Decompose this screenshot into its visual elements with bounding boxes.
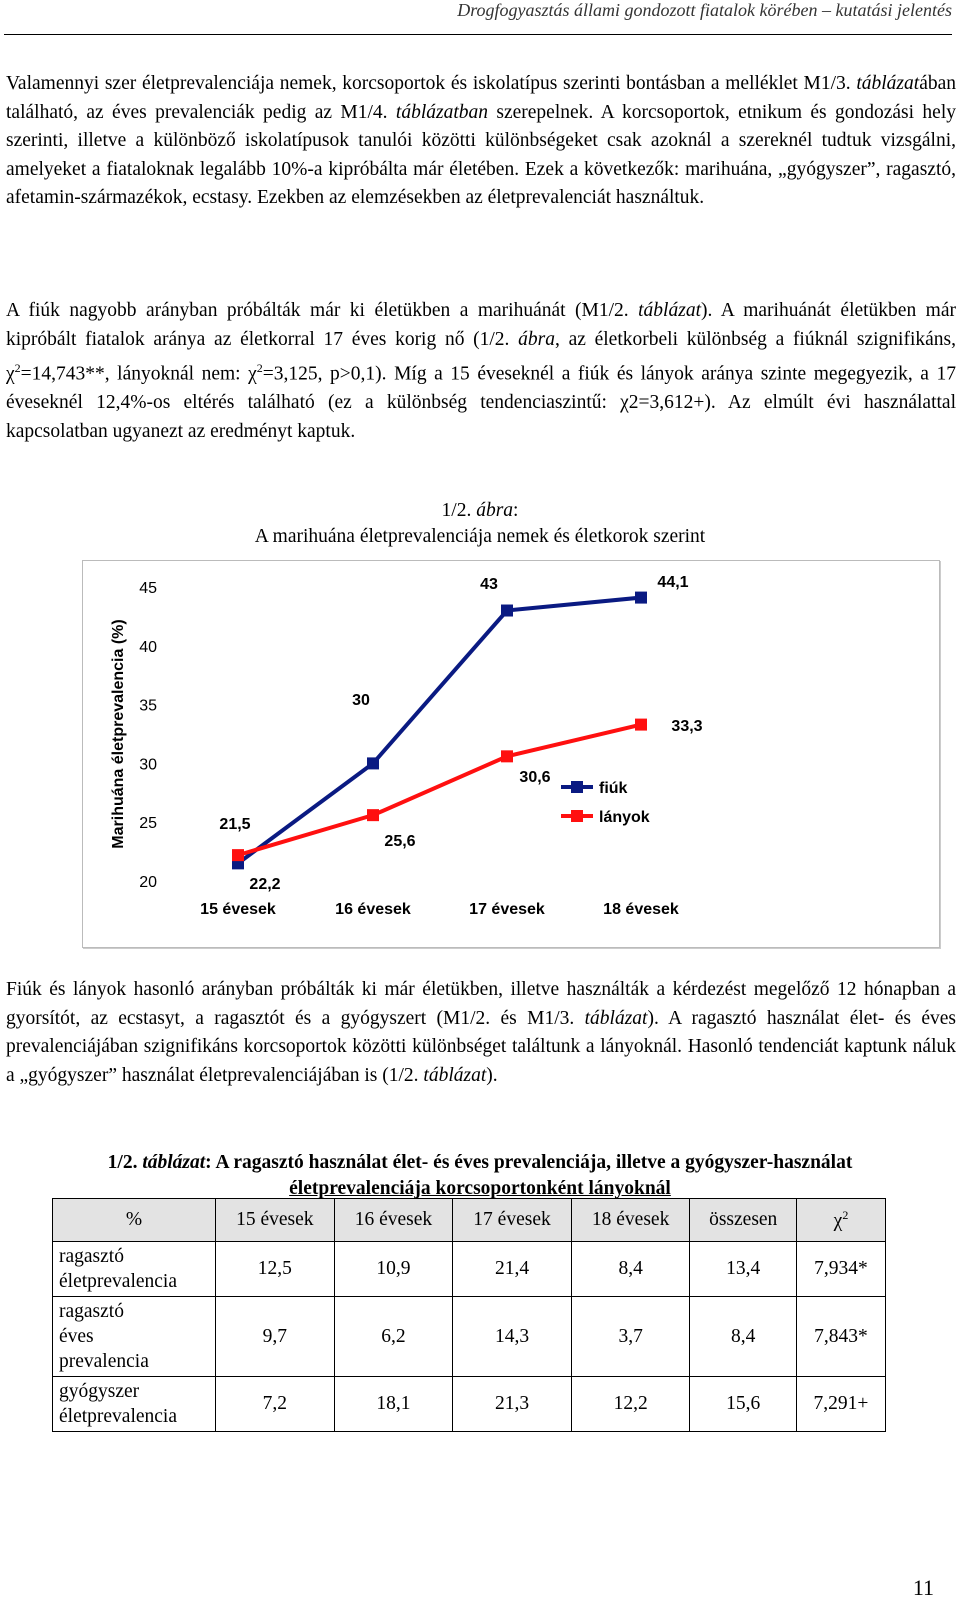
running-header bbox=[4, 0, 952, 35]
header-cell: 18 évesek bbox=[571, 1199, 690, 1242]
table-title bbox=[0, 1150, 960, 1202]
table-cell: 12,5 bbox=[216, 1242, 335, 1297]
table-cell: 13,4 bbox=[690, 1242, 797, 1297]
data-label: 21,5 bbox=[219, 816, 251, 833]
table-row bbox=[53, 1377, 886, 1432]
superscript: 2 bbox=[14, 361, 21, 375]
text-run-italic: táblázat bbox=[856, 73, 920, 94]
page-number: 11 bbox=[912, 1575, 934, 1600]
text-run: , az életkorbeli különbség a fiúknál szignifikáns, χ bbox=[6, 328, 956, 385]
legend-label: lányok bbox=[599, 809, 650, 826]
table-header-row bbox=[53, 1199, 886, 1242]
y-tick-label: 45 bbox=[139, 580, 157, 597]
data-label: 30,6 bbox=[519, 769, 551, 786]
y-tick-label: 25 bbox=[139, 815, 157, 833]
figure-number bbox=[0, 498, 960, 524]
table-cell: 6,2 bbox=[334, 1297, 453, 1377]
figure-number-prefix: 1/2. bbox=[441, 500, 477, 521]
data-point bbox=[501, 605, 513, 617]
figure-number-suffix: : bbox=[513, 500, 519, 521]
text-run-italic: táblázat bbox=[584, 1007, 648, 1029]
table-row bbox=[53, 1242, 886, 1297]
table-cell: 7,2 bbox=[216, 1377, 335, 1432]
table-cell: 3,7 bbox=[571, 1297, 690, 1377]
text-run: ). bbox=[486, 1064, 498, 1086]
data-point bbox=[635, 719, 647, 731]
paragraph-2 bbox=[6, 297, 956, 446]
table-row bbox=[53, 1297, 886, 1377]
header-cell: % bbox=[53, 1199, 216, 1242]
row-label bbox=[53, 1377, 216, 1432]
table-title-rest: : A ragasztó használat élet- és éves prevalenciája, illetve a gyógyszer-használat bbox=[205, 1152, 853, 1173]
data-label: 33,3 bbox=[671, 718, 703, 735]
data-point bbox=[367, 757, 379, 769]
row-label-line: ragasztó bbox=[59, 1246, 124, 1267]
row-label-line: prevalencia bbox=[59, 1351, 149, 1372]
text-run: Valamennyi szer életprevalenciája nemek, korcsoportok és iskolatípus szerinti bontásban a melléklet M1/3. bbox=[6, 73, 857, 94]
chart-svg bbox=[83, 561, 939, 947]
table-cell: 8,4 bbox=[690, 1297, 797, 1377]
y-axis-label: Marihuána életprevalencia (%) bbox=[110, 619, 127, 849]
text-run: ában található, az éves prevalenciák pedig az M1/4. bbox=[6, 73, 956, 123]
chi-symbol: χ bbox=[833, 1210, 843, 1232]
table-cell: 21,4 bbox=[453, 1242, 572, 1297]
data-label: 25,6 bbox=[384, 833, 416, 850]
row-label-line: éves bbox=[59, 1326, 94, 1347]
table-cell: 7,843* bbox=[796, 1297, 885, 1377]
data-table bbox=[52, 1198, 886, 1432]
data-point bbox=[232, 849, 244, 861]
text-run-italic: táblázat bbox=[423, 1064, 487, 1086]
header-cell: összesen bbox=[690, 1199, 797, 1242]
x-tick-label: 17 évesek bbox=[469, 901, 545, 918]
row-label bbox=[53, 1297, 216, 1377]
superscript: 2 bbox=[256, 361, 263, 375]
table-cell: 18,1 bbox=[334, 1377, 453, 1432]
legend-label: fiúk bbox=[599, 780, 628, 797]
table-cell: 15,6 bbox=[690, 1377, 797, 1432]
table-title-prefix: 1/2. bbox=[107, 1152, 143, 1173]
text-run: ). A marihuánát életükben már kipróbált fiatalok aránya az életkorral 17 éves korig nő (1/2. bbox=[6, 300, 956, 350]
row-label-line: életprevalencia bbox=[59, 1406, 177, 1427]
line-chart bbox=[82, 560, 940, 948]
table-cell: 8,4 bbox=[571, 1242, 690, 1297]
header-cell: 17 évesek bbox=[453, 1199, 572, 1242]
data-label: 30 bbox=[352, 692, 370, 709]
paragraph-3 bbox=[6, 976, 956, 1090]
text-run: =14,743**, lányoknál nem: χ bbox=[20, 363, 257, 385]
superscript: 2 bbox=[842, 1207, 849, 1222]
x-tick-label: 16 évesek bbox=[335, 901, 411, 918]
table-title-word: táblázat bbox=[142, 1152, 206, 1173]
header-title: Drogfogyasztás állami gondozott fiatalok körében – kutatási jelentés bbox=[457, 0, 952, 20]
row-label-line: életprevalencia bbox=[59, 1271, 177, 1292]
table-cell: 9,7 bbox=[216, 1297, 335, 1377]
text-run: =3,125, p>0,1). Míg a 15 éveseknél a fiúk és lányok aránya szinte megegyezik, a 17 éveseknél 12,4%-os eltérés található (ez a különbség tendenciaszintű: χ2=3,612+). Az elmúlt évi használattal kapcsolatban ugyanezt az eredményt kaptuk. bbox=[6, 363, 956, 442]
data-point bbox=[635, 592, 647, 604]
text-run: Fiúk és lányok hasonló arányban próbálták ki már életükben, illetve használták a kérdezést megelőző 12 hónapban a gyorsítót, az ecstasyt, a ragasztót és a gyógyszert (M1/2. és M1/3. bbox=[6, 979, 956, 1029]
figure-number-word: ábra bbox=[476, 500, 514, 521]
text-run: ). A ragasztó használat élet- és éves prevalenciájában szignifikáns korcsoportok közötti különbséget találtunk a lányoknál. Hasonló tendenciát kaptunk náluk a „gyógyszer” használat életprevalenciájában is (1/2. bbox=[6, 1007, 956, 1086]
legend-swatch-marker bbox=[571, 810, 583, 822]
x-tick-label: 15 évesek bbox=[200, 901, 276, 918]
y-tick-label: 40 bbox=[139, 638, 157, 656]
data-point bbox=[501, 750, 513, 762]
data-label: 44,1 bbox=[657, 574, 689, 591]
text-run: A fiúk nagyobb arányban próbálták már ki életükben a marihuánát (M1/2. bbox=[6, 300, 639, 321]
legend-swatch-marker bbox=[571, 781, 583, 793]
table-cell: 14,3 bbox=[453, 1297, 572, 1377]
header-cell-chi bbox=[796, 1199, 885, 1242]
table-cell: 7,934* bbox=[796, 1242, 885, 1297]
table-cell: 7,291+ bbox=[796, 1377, 885, 1432]
text-run-italic: táblázatban bbox=[395, 101, 489, 123]
data-label: 43 bbox=[480, 576, 498, 593]
table-cell: 12,2 bbox=[571, 1377, 690, 1432]
table-cell: 10,9 bbox=[334, 1242, 453, 1297]
data-label: 22,2 bbox=[249, 876, 281, 893]
header-cell: 15 évesek bbox=[216, 1199, 335, 1242]
table-title-line-2: életprevalenciája korcsoportonként lányoknál bbox=[289, 1178, 671, 1199]
text-run-italic: táblázat bbox=[638, 300, 701, 321]
table-title-line-1 bbox=[0, 1150, 960, 1176]
y-tick-label: 35 bbox=[139, 697, 157, 715]
header-cell: 16 évesek bbox=[334, 1199, 453, 1242]
paragraph-1 bbox=[6, 70, 956, 213]
table-cell: 21,3 bbox=[453, 1377, 572, 1432]
x-tick-label: 18 évesek bbox=[603, 901, 679, 918]
text-run-italic: ábra bbox=[518, 328, 555, 350]
text-run: szerepelnek. A korcsoportok, etnikum és gondozási hely szerinti, illetve a különböző iskolatípusok tanulói közötti különbségeket csak azoknál a szereknél tudtuk vizsgálni, amelyeket a fiataloknak legalább 10%-a kipróbálta már életében. Ezek a következők: marihuána, „gyógyszer”, ragasztó, afetamin-származékok, ecstasy. Ezekben az elemzésekben az életprevalenciát használtuk. bbox=[6, 101, 956, 208]
y-tick-label: 30 bbox=[139, 756, 157, 774]
row-label-line: ragasztó bbox=[59, 1301, 124, 1322]
y-tick-label: 20 bbox=[139, 874, 157, 891]
row-label bbox=[53, 1242, 216, 1297]
figure-title: A marihuána életprevalenciája nemek és életkorok szerint bbox=[254, 526, 706, 547]
data-point bbox=[367, 809, 379, 821]
row-label-line: gyógyszer bbox=[59, 1381, 140, 1402]
